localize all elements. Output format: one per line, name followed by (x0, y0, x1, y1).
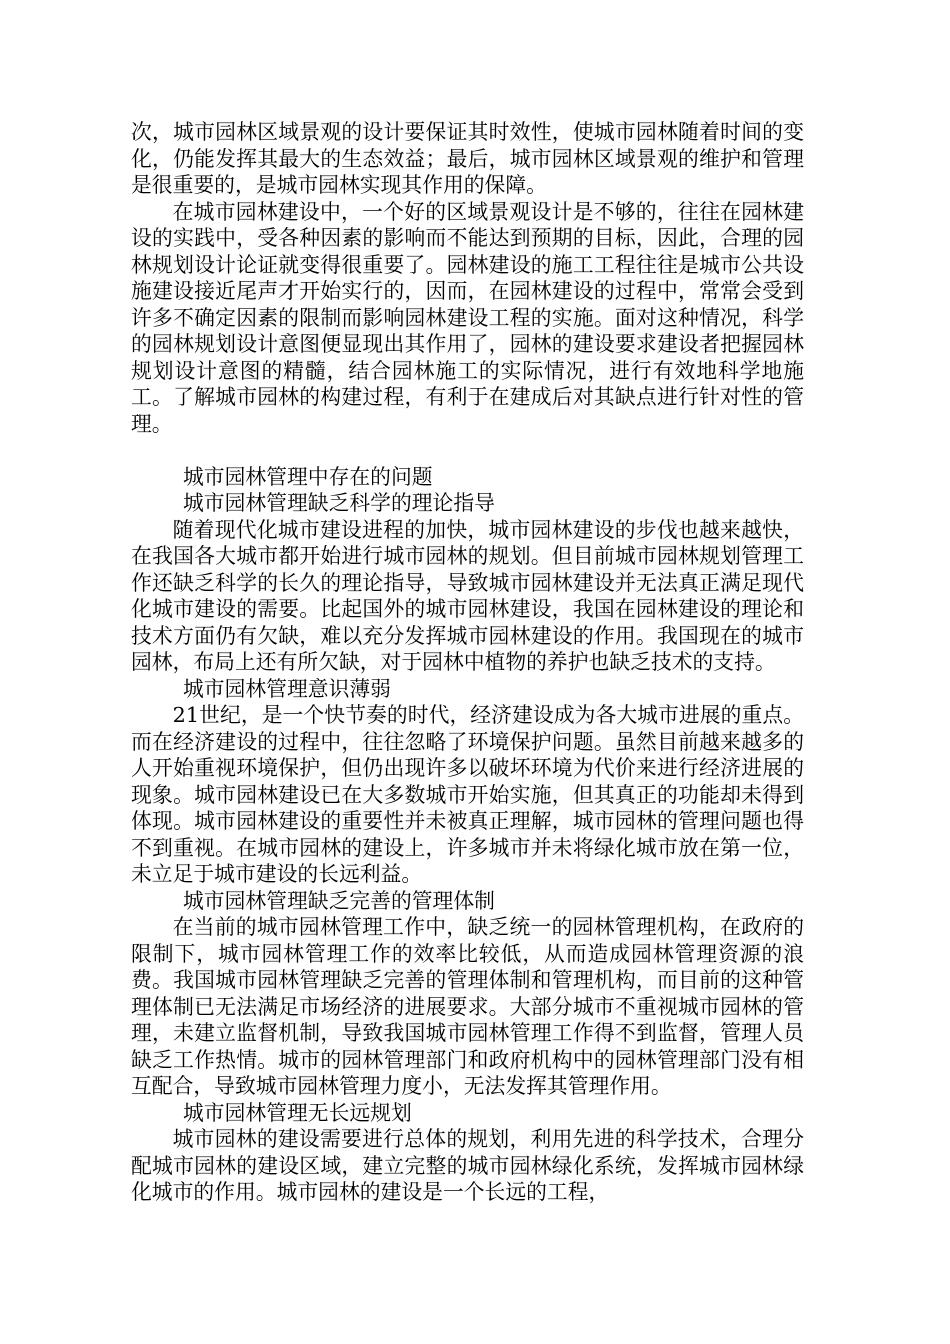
subheading-awareness: 城市园林管理意识薄弱 (183, 676, 391, 701)
document-page (131, 119, 804, 1206)
paragraph-awareness: 21世纪，是一个快节奏的时代，经济建设成为各大城市进展的重点。而在经济建设的过程中，往往忽略了环境保护问题。虽然目前越来越多的人开始重视环境保护，但仍出现许多以破坏环境为代价来进行经济进展的现象。城市园林建设已在大多数城市开始实施，但其真正的功能却未得到体现。城市园林建设的重要性并未被真正理解，城市园林的管理问题也得不到重视。在城市园林的建设上，许多城市并未将绿化城市放在第一位，未立足于城市建设的长远利益。 (131, 703, 804, 886)
subheading-theory-guidance: 城市园林管理缺乏科学的理论指导 (183, 491, 495, 515)
blank-line (131, 437, 804, 464)
paragraph-management-system: 在当前的城市园林管理工作中，缺乏统一的园林管理机构，在政府的限制下，城市园林管理工作的效率比较低，从而造成园林管理资源的浪费。我国城市园林管理缺乏完善的管理体制和管理机构，而目前的这种管理体制已无法满足市场经济的进展要求。大部分城市不重视城市园林的管理，未建立监督机制，导致我国城市园林管理工作得不到监督，管理人员缺乏工作热情。城市的园林管理部门和政府机构中的园林管理部门没有相互配合，导致城市园林管理力度小，无法发挥其管理作用。 (131, 915, 804, 1098)
paragraph-long-term-planning: 城市园林的建设需要进行总体的规划，利用先进的科学技术，合理分配城市园林的建设区域，建立完整的城市园林绿化系统，发挥城市园林绿化城市的作用。城市园林的建设是一个长远的工程， (131, 1127, 804, 1204)
paragraph-planning-design: 在城市园林建设中，一个好的区域景观设计是不够的，往往在园林建设的实践中，受各种因素的影响而不能达到预期的目标，因此，合理的园林规划设计论证就变得很重要了。园林建设的施工工程往往是城市公共设施建设接近尾声才开始实行的，因而，在园林建设的过程中，常常会受到许多不确定因素的限制而影响园林建设工程的实施。面对这种情况，科学的园林规划设计意图便显现出其作用了，园林的建设要求建设者把握园林规划设计意图的精髓，结合园林施工的实际情况，进行有效地科学地施工。了解城市园林的构建过程，有利于在建成后对其缺点进行针对性的管理。 (131, 199, 804, 436)
section-heading-problems: 城市园林管理中存在的问题 (183, 464, 433, 489)
subheading-management-system: 城市园林管理缺乏完善的管理体制 (183, 888, 495, 913)
paragraph-theory-guidance: 随着现代化城市建设进程的加快，城市园林建设的步伐也越来越快，在我国各大城市都开始进行城市园林的规划。但目前城市园林规划管理工作还缺乏科学的长久的理论指导，导致城市园林建设并无法真正满足现代化城市建设的需要。比起国外的城市园林建设，我国在园林建设的理论和技术方面仍有欠缺，难以充分发挥城市园林建设的作用。我国现在的城市园林，布局上还有所欠缺，对于园林中植物的养护也缺乏技术的支持。 (131, 517, 804, 674)
paragraph-continuation: 次，城市园林区域景观的设计要保证其时效性，使城市园林随着时间的变化，仍能发挥其最大的生态效益；最后，城市园林区域景观的维护和管理是很重要的，是城市园林实现其作用的保障。 (131, 120, 804, 197)
subheading-long-term-planning: 城市园林管理无长远规划 (183, 1100, 412, 1125)
